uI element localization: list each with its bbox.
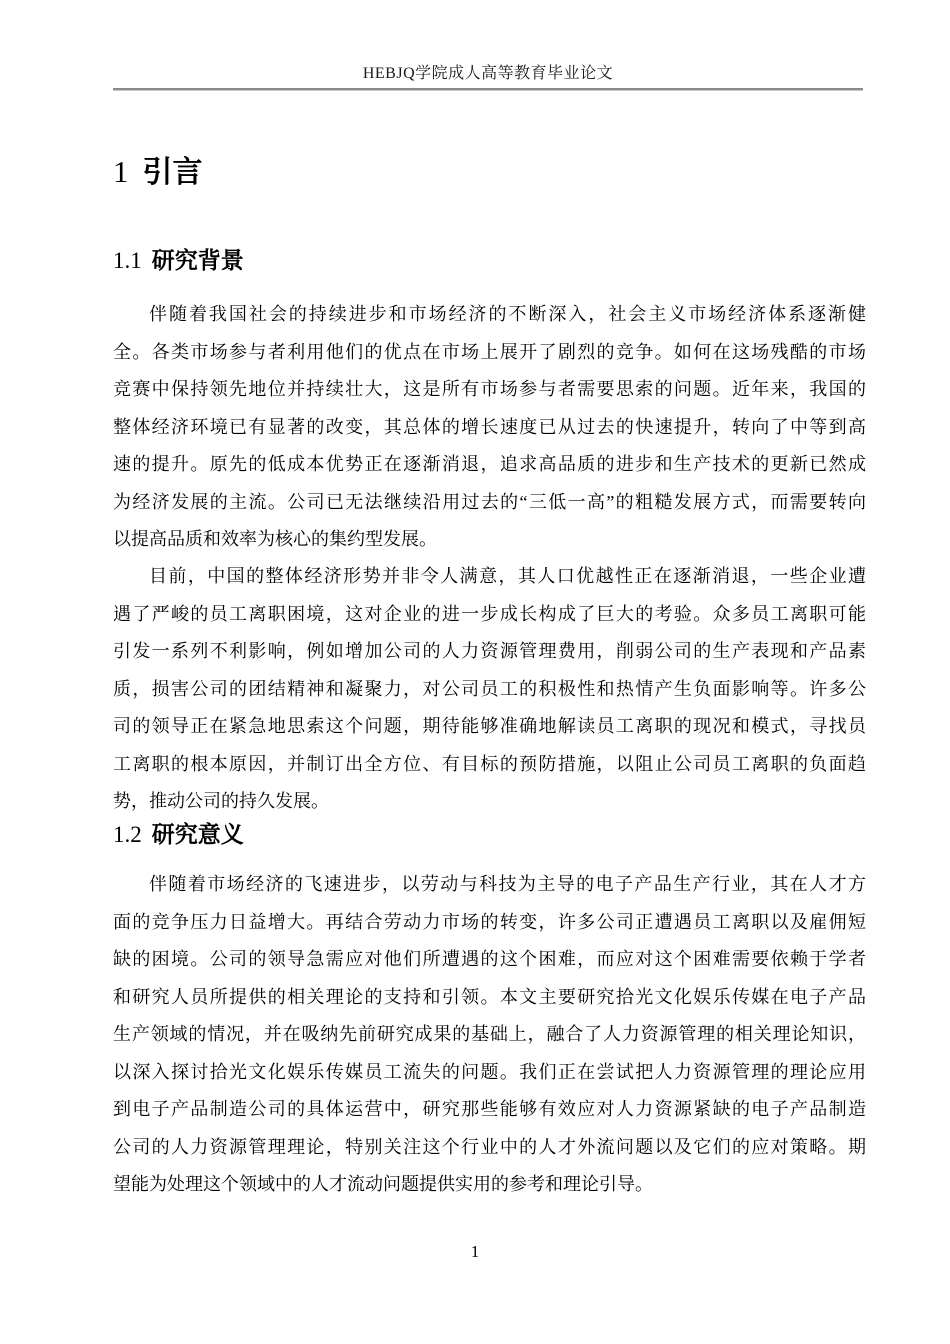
paragraph-background-2 (113, 558, 866, 821)
section-number: 1.2 (113, 822, 142, 847)
section-heading-research-background (113, 245, 244, 276)
paragraph-significance-1 (113, 866, 866, 1204)
running-header: HEBJQ学院成人高等教育毕业论文 (362, 65, 614, 82)
text-line: 目前，中国的整体经济形势并非令人满意，其人口优越性正在逐渐消退，一些企业遭 (149, 566, 866, 586)
chapter-title: 引言 (142, 156, 203, 189)
chapter-number: 1 (113, 154, 129, 189)
text-line: 引发一系列不利影响，例如增加公司的人力资源管理费用，削弱公司的生产表现和产品素 (113, 641, 866, 661)
text-line: 伴随着我国社会的持续进步和市场经济的不断深入，社会主义市场经济体系逐渐健 (149, 304, 866, 324)
section-title: 研究背景 (151, 247, 244, 273)
text-line: 为经济发展的主流。公司已无法继续沿用过去的“三低一高”的粗糙发展方式，而需要转向 (113, 491, 866, 512)
text-line: 到电子产品制造公司的具体运营中，研究那些能够有效应对人力资源紧缺的电子产品制造 (113, 1099, 866, 1119)
header-divider-rule (113, 88, 863, 91)
text-line: 遇了严峻的员工离职困境，这对企业的进一步成长构成了巨大的考验。众多员工离职可能 (113, 603, 866, 624)
text-line: 质，损害公司的团结精神和凝聚力，对公司员工的积极性和热情产生负面影响等。许多公 (113, 678, 866, 699)
text-line: 缺的困境。公司的领导急需应对他们所遭遇的这个困难，而应对这个困难需要依赖于学者 (113, 949, 866, 969)
text-line: 面的竞争压力日益增大。再结合劳动力市场的转变，许多公司正遭遇员工离职以及雇佣短 (113, 911, 866, 932)
section-title: 研究意义 (151, 821, 244, 847)
text-line: 工离职的根本原因，并制订出全方位、有目标的预防措施，以阻止公司员工离职的负面趋 (113, 753, 866, 774)
text-line: 以提高品质和效率为核心的集约型发展。 (113, 529, 437, 549)
text-line: 司的领导正在紧急地思索这个问题，期待能够准确地解读员工离职的现况和模式，寻找员 (113, 716, 866, 736)
section-number: 1.1 (113, 248, 142, 273)
text-line: 公司的人力资源管理理论，特别关注这个行业中的人才外流问题以及它们的应对策略。期 (113, 1136, 866, 1157)
text-line: 伴随着市场经济的飞速进步，以劳动与科技为主导的电子产品生产行业，其在人才方 (149, 874, 866, 894)
text-line: 望能为处理这个领域中的人才流动问题提供实用的参考和理论引导。 (113, 1174, 653, 1194)
text-line: 和研究人员所提供的相关理论的支持和引领。本文主要研究拾光文化娱乐传媒在电子产品 (113, 986, 866, 1007)
paragraph-background-1 (113, 296, 866, 559)
section-heading-research-significance (113, 819, 244, 850)
text-line: 势，推动公司的持久发展。 (113, 791, 329, 811)
text-line: 全。各类市场参与者利用他们的优点在市场上展开了剧烈的竞争。如何在这场残酷的市场 (113, 341, 866, 362)
page-number: 1 (470, 1242, 480, 1261)
text-line: 生产领域的情况，并在吸纳先前研究成果的基础上，融合了人力资源管理的相关理论知识， (113, 1024, 866, 1044)
text-line: 整体经济环境已有显著的改变，其总体的增长速度已从过去的快速提升，转向了中等到高 (113, 416, 866, 437)
text-line: 竞赛中保持领先地位并持续壮大，这是所有市场参与者需要思索的问题。近年来，我国的 (113, 379, 866, 399)
text-line: 速的提升。原先的低成本优势正在逐渐消退，追求高品质的进步和生产技术的更新已然成 (113, 454, 866, 474)
chapter-heading (113, 152, 203, 193)
text-line: 以深入探讨拾光文化娱乐传媒员工流失的问题。我们正在尝试把人力资源管理的理论应用 (113, 1061, 866, 1082)
